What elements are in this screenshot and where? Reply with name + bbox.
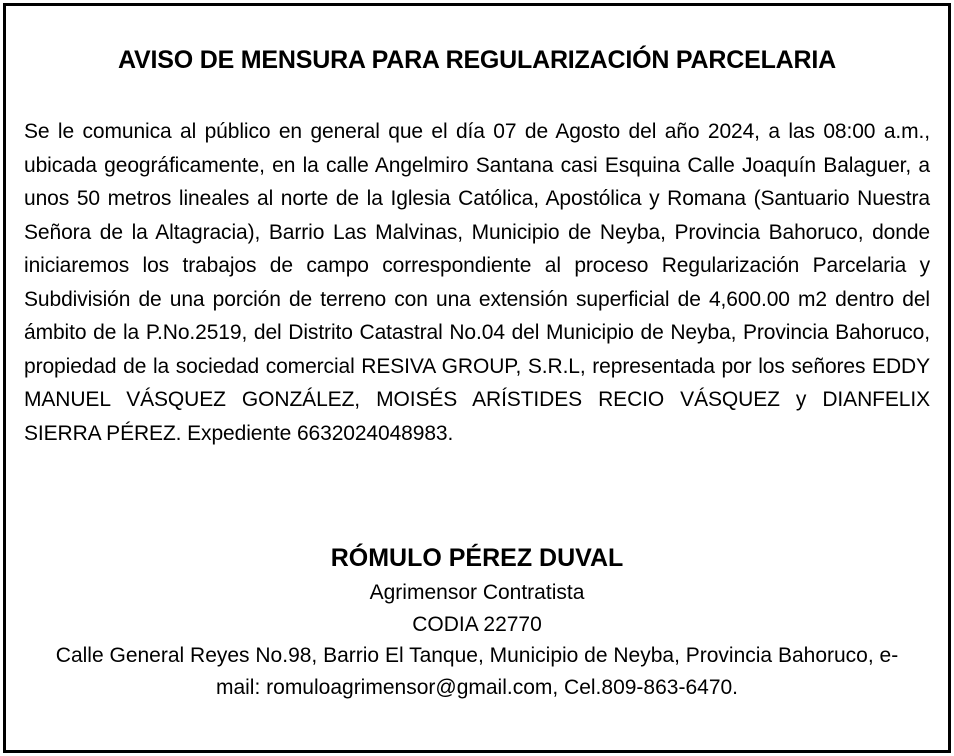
surveyor-role: Agrimensor Contratista [369, 581, 585, 604]
notice-frame [3, 3, 951, 753]
contact-address: Calle General Reyes No.98, Barrio El Tanque, Municipio de Neyba, Provincia Bahoruco, e-mail: romuloagrimensor@gmail.com, Cel.809-863-6470. [55, 644, 899, 699]
signature-block [6, 539, 948, 703]
notice-body: Se le comunica al público en general que el día 07 de Agosto del año 2024, a las 08:00 a.m., ubicada geográficamente, en la calle Angelmiro Santana casi Esquina Calle Joaquín Balaguer, a unos 50 metros lineales al norte de la Iglesia Católica, Apostólica y Romana (Santuario Nuestra Señora de la Altagracia), Barrio Las Malvinas, Municipio de Neyba, Provincia Bahoruco, donde iniciaremos los trabajos de campo correspondiente al proceso Regularización Parcelaria y Subdivisión de una porción de terreno con una extensión superficial de 4,600.00 m2 dentro del ámbito de la P.No.2519, del Distrito Catastral No.04 del Municipio de Neyba, Provincia Bahoruco, propiedad de la sociedad comercial RESIVA GROUP, S.R.L, representada por los señores EDDY MANUEL VÁSQUEZ GONZÁLEZ, MOISÉS ARÍSTIDES RECIO VÁSQUEZ y DIANFELIX SIERRA PÉREZ. Expediente 6632024048983. [24, 120, 930, 445]
notice-title: AVISO DE MENSURA PARA REGULARIZACIÓN PARCELARIA [118, 46, 836, 74]
codia-number: CODIA 22770 [412, 612, 542, 636]
surveyor-name: RÓMULO PÉREZ DUVAL [330, 544, 624, 572]
